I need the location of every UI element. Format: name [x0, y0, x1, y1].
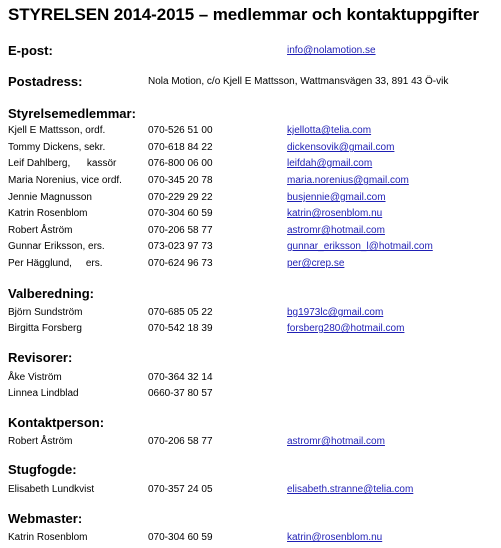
- member-name: Leif Dahlberg, kassör: [8, 158, 117, 169]
- member-phone: 070-526 51 00: [148, 125, 213, 136]
- postadress-label: Postadress:: [8, 74, 83, 89]
- member-email-link[interactable]: per@crep.se: [287, 258, 345, 269]
- member-email-link[interactable]: astromr@hotmail.com: [287, 436, 385, 447]
- member-email-link[interactable]: bg1973lc@gmail.com: [287, 307, 384, 318]
- member-email-link[interactable]: maria.norenius@gmail.com: [287, 175, 409, 186]
- member-email-link[interactable]: elisabeth.stranne@telia.com: [287, 484, 414, 495]
- member-phone: 070-229 29 22: [148, 192, 213, 203]
- member-phone: 070-542 18 39: [148, 323, 213, 334]
- member-name: Birgitta Forsberg: [8, 323, 82, 334]
- table-row: [8, 241, 498, 257]
- page-title: STYRELSEN 2014-2015 – medlemmar och kontaktuppgifter: [8, 5, 479, 24]
- member-phone: 076-800 06 00: [148, 158, 213, 169]
- member-phone: 070-624 96 73: [148, 258, 213, 269]
- kontaktperson-heading: Kontaktperson:: [8, 415, 105, 430]
- member-phone: 070-357 24 05: [148, 484, 213, 495]
- epost-label: E-post:: [8, 43, 53, 58]
- member-phone: 070-304 60 59: [148, 208, 213, 219]
- table-row: [8, 125, 498, 141]
- table-row: [8, 436, 498, 452]
- member-name: Elisabeth Lundkvist: [8, 484, 95, 495]
- member-name: Björn Sundström: [8, 307, 83, 318]
- member-email-link[interactable]: kjellotta@telia.com: [287, 125, 372, 136]
- table-row: [8, 208, 498, 224]
- table-row: [8, 142, 498, 158]
- member-phone: 070-206 58 77: [148, 225, 213, 236]
- member-name: Jennie Magnusson: [8, 192, 92, 203]
- member-name: Katrin Rosenblom: [8, 208, 88, 219]
- member-phone: 0660-37 80 57: [148, 388, 213, 399]
- member-email-link[interactable]: forsberg280@hotmail.com: [287, 323, 405, 334]
- table-row: [8, 323, 498, 339]
- table-row: [8, 258, 498, 274]
- member-phone: 070-206 58 77: [148, 436, 213, 447]
- member-email-link[interactable]: gunnar_eriksson_l@hotmail.com: [287, 241, 433, 252]
- member-name: Linnea Lindblad: [8, 388, 79, 399]
- table-row: [8, 484, 498, 500]
- webmaster-heading: Webmaster:: [8, 511, 83, 526]
- member-phone: 073-023 97 73: [148, 241, 213, 252]
- member-name: Gunnar Eriksson, ers.: [8, 241, 105, 252]
- styrelse-heading: Styrelsemedlemmar:: [8, 106, 136, 121]
- epost-link[interactable]: info@nolamotion.se: [287, 45, 376, 56]
- member-phone: 070-618 84 22: [148, 142, 213, 153]
- table-row: [8, 372, 498, 388]
- table-row: [8, 532, 498, 548]
- postadress-value: Nola Motion, c/o Kjell E Mattsson, Wattmansvägen 33, 891 43 Ö-vik: [148, 76, 449, 87]
- member-phone: 070-345 20 78: [148, 175, 213, 186]
- revisorer-heading: Revisorer:: [8, 350, 73, 365]
- member-email-link[interactable]: busjennie@gmail.com: [287, 192, 386, 203]
- table-row: [8, 192, 498, 208]
- member-email-link[interactable]: katrin@rosenblom.nu: [287, 208, 383, 219]
- member-phone: 070-364 32 14: [148, 372, 213, 383]
- member-email-link[interactable]: dickensovik@gmail.com: [287, 142, 395, 153]
- member-email-link[interactable]: katrin@rosenblom.nu: [287, 532, 383, 543]
- member-email-link[interactable]: astromr@hotmail.com: [287, 225, 385, 236]
- member-email-link[interactable]: leifdah@gmail.com: [287, 158, 373, 169]
- table-row: [8, 388, 498, 404]
- member-name: Kjell E Mattsson, ordf.: [8, 125, 106, 136]
- member-name: Åke Viström: [8, 372, 62, 383]
- table-row: [8, 307, 498, 323]
- stugfogde-heading: Stugfogde:: [8, 462, 77, 477]
- member-phone: 070-685 05 22: [148, 307, 213, 318]
- member-name: Per Hägglund, ers.: [8, 258, 103, 269]
- member-name: Maria Norenius, vice ordf.: [8, 175, 122, 186]
- member-phone: 070-304 60 59: [148, 532, 213, 543]
- member-name: Tommy Dickens, sekr.: [8, 142, 106, 153]
- member-name: Robert Åström: [8, 225, 73, 236]
- member-name: Katrin Rosenblom: [8, 532, 88, 543]
- valberedning-heading: Valberedning:: [8, 286, 94, 301]
- member-name: Robert Åström: [8, 436, 73, 447]
- table-row: [8, 175, 498, 191]
- table-row: [8, 158, 498, 174]
- table-row: [8, 225, 498, 241]
